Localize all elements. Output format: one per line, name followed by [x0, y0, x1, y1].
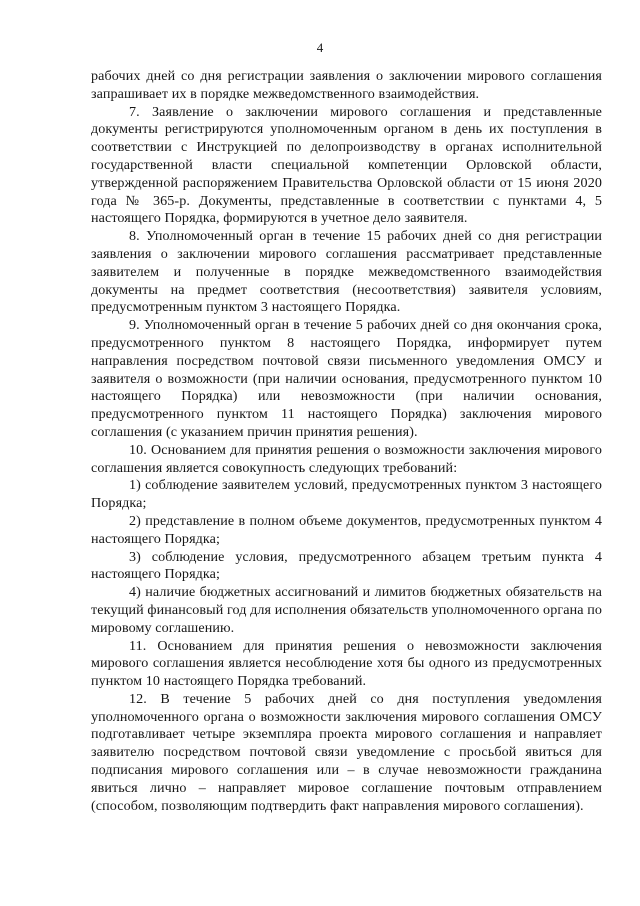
document-body: [91, 68, 602, 815]
paragraph-8: 8. Уполномоченный орган в течение 15 рабочих дней со дня регистрации заявления о заключении мирового соглашения рассматривает представленные заявителем и полученные в порядке межведомственного взаимодействия документы на предмет соответствия (несоответствия) заявителя условиям, предусмотренным пунктом 3 настоящего Порядка.: [91, 228, 602, 316]
paragraph-10-item-4: 4) наличие бюджетных ассигнований и лимитов бюджетных обязательств на текущий финансовый год для исполнения обязательств уполномоченного органа по мировому соглашению.: [91, 584, 602, 636]
paragraph-10-item-3: 3) соблюдение условия, предусмотренного абзацем третьим пункта 4 настоящего Порядка;: [91, 548, 602, 583]
paragraph-10-item-2: 2) представление в полном объеме документов, предусмотренных пунктом 4 настоящего Порядка;: [91, 512, 602, 547]
page-number: 4: [316, 40, 324, 55]
paragraph-11: 11. Основанием для принятия решения о невозможности заключения мирового соглашения является несоблюдение хотя бы одного из предусмотренных пунктом 10 настоящего Порядка требований.: [91, 637, 602, 690]
paragraph-10-item-1: 1) соблюдение заявителем условий, предусмотренных пунктом 3 настоящего Порядка;: [91, 477, 602, 512]
paragraph-continuation: рабочих дней со дня регистрации заявления о заключении мирового соглашения запрашивает их в порядке межведомственного взаимодействия.: [91, 68, 602, 102]
paragraph-10: 10. Основанием для принятия решения о возможности заключения мирового соглашения является совокупность следующих требований:: [91, 441, 602, 476]
paragraph-7: 7. Заявление о заключении мирового соглашения и представленные документы регистрируются уполномоченным органом в день их поступления в соответствии с Инструкцией по делопроизводству в органах исполнительной государственной власти специальной компетенции Орловской области, утвержденной распоряжением Правительства Орловской области от 15 июня 2020 года № 365-р. Документы, представленные в соответствии с пунктами 4, 5 настоящего Порядка, формируются в учетное дело заявителя.: [91, 103, 602, 227]
paragraph-9: 9. Уполномоченный орган в течение 5 рабочих дней со дня окончания срока, предусмотренного пунктом 8 настоящего Порядка, информирует путем направления посредством почтовой связи письменного уведомления ОМСУ и заявителя о возможности (при наличии основания, предусмотренного пунктом 10 настоящего Порядка) или невозможности (при наличии основания, предусмотренного пунктом 11 настоящего Порядка) заключения мирового соглашения (с указанием причин принятия решения).: [91, 317, 602, 440]
paragraph-12: 12. В течение 5 рабочих дней со дня поступления уведомления уполномоченного органа о возможности заключения мирового соглашения ОМСУ подготавливает четыре экземпляра проекта мирового соглашения и направляет заявителю посредством почтовой связи уведомление с просьбой явиться для подписания мирового соглашения или – в случае невозможности гражданина явиться лично – направляет мировое соглашение почтовым отправлением (способом, позволяющим подтвердить факт направления мирового соглашения).: [91, 690, 602, 814]
